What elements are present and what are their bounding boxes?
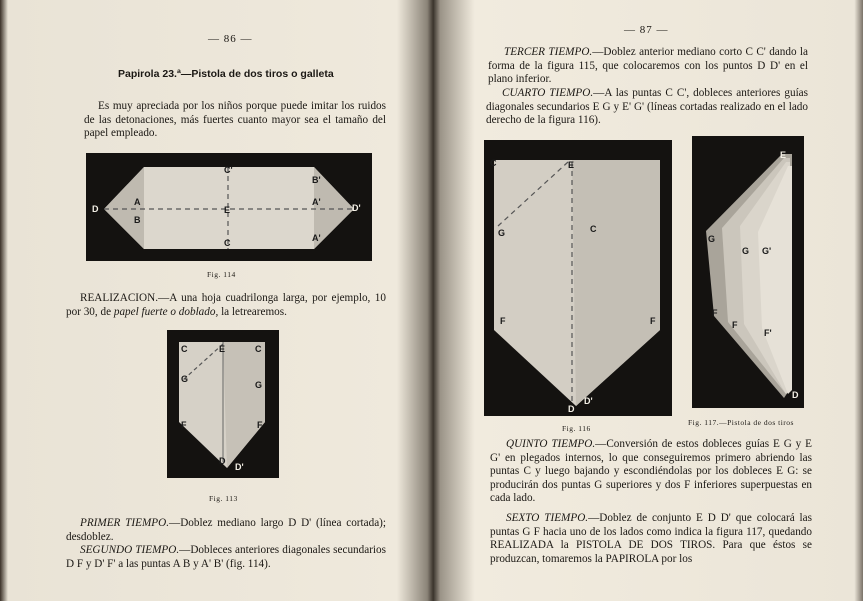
- fig113-label-c: C: [181, 344, 188, 354]
- fig113-label-g: G: [181, 374, 189, 384]
- segundo-text: —Dobleces anteriores diagonales secundarios D F y D' F' a las puntas A B y A' B' (fig. 114).: [66, 544, 386, 570]
- sexto-paragraph: [490, 512, 812, 566]
- fig116-label-d2: D': [584, 396, 593, 406]
- quinto-term: QUINTO TIEMPO.: [506, 438, 596, 450]
- fig-114-photo: [86, 153, 372, 261]
- fig113-label-d2: D': [235, 462, 244, 472]
- fig117-label-f2: F: [732, 320, 738, 330]
- fig117-label-d: D: [792, 390, 799, 400]
- right-page: [432, 0, 863, 601]
- tercer-text: —Doblez anterior mediano corto C C' dando la forma de la figura 115, que colocaremos con los puntos D D' en el plano inferior.: [488, 46, 808, 86]
- fig113-label-g2: G: [255, 380, 263, 390]
- fig-117-diagram: [692, 136, 804, 408]
- realizacion-end: la letrearemos.: [218, 305, 287, 318]
- fig114-label-c2: C': [224, 165, 233, 175]
- fig-117-photo: [692, 136, 804, 408]
- fig114-label-d: D: [92, 204, 99, 214]
- tercer-paragraph: [488, 46, 808, 87]
- fig117-label-g2: G: [742, 246, 750, 256]
- quinto-paragraph: [490, 438, 812, 506]
- fig-113-photo: [167, 330, 279, 478]
- fig116-label-c2: C: [590, 224, 597, 234]
- fig113-label-e: E: [219, 344, 226, 354]
- realizacion-text: —A una hoja cuadrilonga larga, por ejemplo, 10 por 30, de: [66, 292, 386, 318]
- fig113-label-f: F: [181, 420, 187, 430]
- fig117-label-f3: F': [764, 328, 772, 338]
- primer-term: PRIMER TIEMPO.: [80, 517, 169, 529]
- fig113-label-c2: C: [255, 344, 262, 354]
- fig-116-photo: [484, 140, 672, 416]
- fig117-label-f: F: [712, 308, 718, 318]
- cuarto-paragraph: [486, 87, 808, 128]
- fig116-label-c: C: [490, 158, 497, 168]
- fig117-label-e: E: [780, 150, 787, 160]
- cuarto-text: —A las puntas C C', dobleces anteriores guías diagonales secundarios E G y E' G' (líneas cortadas realizado en el lado derecho de la figura 116).: [486, 87, 808, 127]
- primer-text: —Doblez mediano largo D D' (línea cortada); desdoblez.: [66, 517, 386, 543]
- fig-117-caption: Fig. 117.—Pistola de dos tiros: [688, 418, 794, 427]
- fig116-label-e: E: [568, 160, 575, 170]
- fig117-label-g3: G': [762, 246, 772, 256]
- realizacion-term: REALIZACION.: [80, 292, 158, 304]
- fig114-label-a2: A': [312, 197, 321, 207]
- fig-114-diagram: [86, 153, 372, 261]
- section-heading: Papirola 23.ª—Pistola de dos tiros o galleta: [118, 68, 334, 80]
- fig116-label-g: G: [498, 228, 506, 238]
- segundo-paragraph: [66, 544, 386, 571]
- realizacion-italic: papel fuerte o doblado,: [113, 305, 219, 318]
- fig114-label-e: E: [224, 205, 231, 215]
- page-number: — 86 —: [208, 33, 253, 45]
- sexto-text: —Doblez de conjunto E D D' que colocará las puntas G F hacia uno de los lados como indica la figura 117, quedando REALIZADA la PISTOLA DE DOS TIROS. Para que éstos se produzcan, tomaremos la PAPIROLA por los: [490, 512, 812, 565]
- fig114-label-b2: B': [312, 175, 321, 185]
- fig114-label-d2: D': [352, 203, 361, 213]
- fig-116-caption: Fig. 116: [562, 424, 591, 433]
- page-number: — 87 —: [624, 24, 669, 36]
- fig116-label-f2: F: [650, 316, 656, 326]
- sexto-term: SEXTO TIEMPO.: [506, 512, 589, 524]
- segundo-term: SEGUNDO TIEMPO.: [80, 544, 180, 556]
- fig116-label-f: F: [500, 316, 506, 326]
- cuarto-term: CUARTO TIEMPO.: [502, 87, 594, 99]
- realizacion-paragraph: [66, 292, 386, 319]
- fig117-label-g: G: [708, 234, 716, 244]
- fig113-label-f2: F: [257, 420, 263, 430]
- fig114-label-b: B: [134, 215, 141, 225]
- primer-paragraph: [66, 517, 386, 544]
- fig113-label-d: D: [219, 456, 226, 466]
- fig-113-caption: Fig. 113: [209, 494, 238, 503]
- fig-116-diagram: [484, 140, 672, 416]
- quinto-text: —Conversión de estos dobleces guías E G y E G' en plegados internos, lo que conseguiremos primero abriendo las puntas C y luego bajando y escondiéndolas por los dobleces E G: se producirán dos puntas G superiores y dos F inferiores superpuestas en cada lado.: [490, 438, 812, 505]
- fig-114-caption: Fig. 114: [207, 270, 236, 279]
- intro-paragraph: Es muy apreciada por los niños porque puede imitar los ruidos de las detonaciones, más fuertes cuanto mayor sea el tamaño del papel empleado.: [84, 100, 386, 140]
- tercer-term: TERCER TIEMPO.: [504, 46, 593, 58]
- fig114-label-a2b: A': [312, 233, 321, 243]
- fig116-label-d: D: [568, 404, 575, 414]
- fig-113-diagram: [167, 330, 279, 478]
- fig114-label-a: A: [134, 197, 141, 207]
- fig114-label-c: C: [224, 238, 231, 248]
